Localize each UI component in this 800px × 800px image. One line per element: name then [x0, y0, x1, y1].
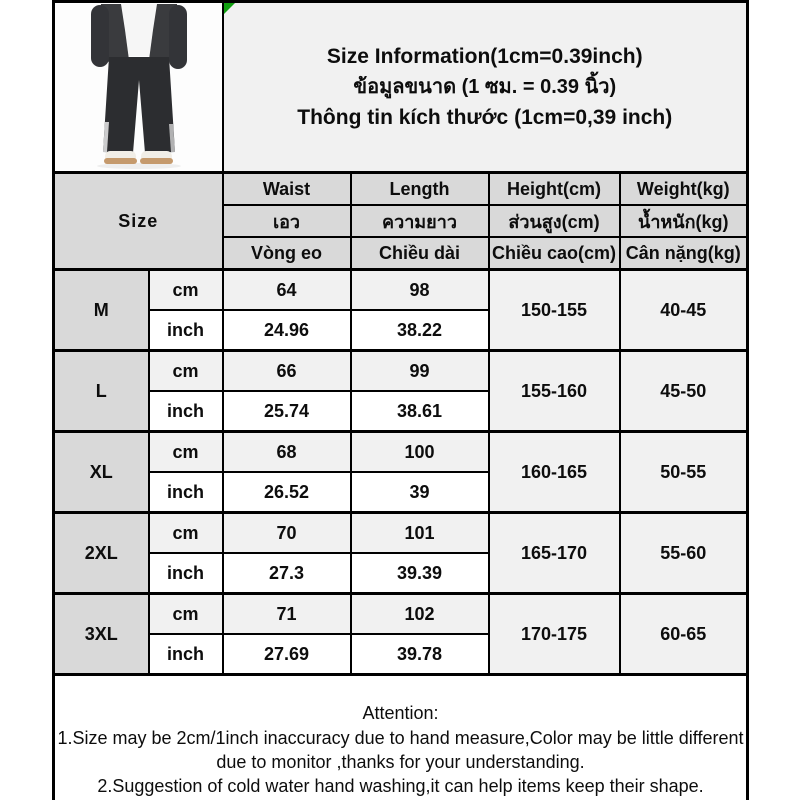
height-range-value: 150-155 — [489, 270, 620, 351]
green-corner-marker-icon — [224, 3, 235, 14]
attention-note-1: 1.Size may be 2cm/1inch inaccuracy due to hand measure,Color may be little different due to monitor ,thanks for your understanding. — [57, 727, 744, 772]
product-photo-cell — [54, 2, 223, 173]
unit-cm-label: cm — [149, 432, 223, 473]
waist-inch-value: 27.69 — [223, 634, 351, 675]
attention-heading: Attention: — [362, 703, 439, 724]
weight-range-value: 60-65 — [620, 594, 748, 675]
size-row-xl-cm — [54, 432, 748, 473]
waist-inch-value: 26.52 — [223, 472, 351, 513]
col-header-weight-th: น้ำหนัก(kg) — [620, 205, 748, 237]
size-table — [52, 0, 749, 800]
unit-cm-label: cm — [149, 594, 223, 635]
size-label-3xl: 3XL — [54, 594, 149, 675]
unit-cm-label: cm — [149, 270, 223, 311]
length-cm-value: 101 — [351, 513, 489, 554]
unit-cm-label: cm — [149, 513, 223, 554]
length-inch-value: 39 — [351, 472, 489, 513]
title-vietnamese: Thông tin kích thước (1cm=0,39 inch) — [297, 106, 673, 129]
waist-cm-value: 71 — [223, 594, 351, 635]
height-range-value: 170-175 — [489, 594, 620, 675]
length-cm-value: 100 — [351, 432, 489, 473]
col-header-height-en: Height(cm) — [489, 173, 620, 206]
length-cm-value: 102 — [351, 594, 489, 635]
height-range-value: 160-165 — [489, 432, 620, 513]
attention-note-2: 2.Suggestion of cold water hand washing,it can help items keep their shape. — [97, 776, 704, 797]
col-header-height-th: ส่วนสูง(cm) — [489, 205, 620, 237]
size-label-2xl: 2XL — [54, 513, 149, 594]
size-label-xl: XL — [54, 432, 149, 513]
unit-inch-label: inch — [149, 634, 223, 675]
unit-inch-label: inch — [149, 472, 223, 513]
col-header-weight-vi: Cân nặng(kg) — [620, 237, 748, 270]
title-english: Size Information(1cm=0.39inch) — [326, 44, 643, 68]
length-inch-value: 39.39 — [351, 553, 489, 594]
col-header-waist-en: Waist — [223, 173, 351, 206]
waist-inch-value: 25.74 — [223, 391, 351, 432]
waist-cm-value: 68 — [223, 432, 351, 473]
size-label-l: L — [54, 351, 149, 432]
attention-row — [54, 675, 748, 800]
size-label-m: M — [54, 270, 149, 351]
size-row-m-cm — [54, 270, 748, 311]
col-header-length-th: ความยาว — [351, 205, 489, 237]
col-header-weight-en: Weight(kg) — [620, 173, 748, 206]
weight-range-value: 45-50 — [620, 351, 748, 432]
col-header-waist-vi: Vòng eo — [223, 237, 351, 270]
title-thai: ข้อมูลขนาด (1 ซม. = 0.39 นิ้ว) — [353, 76, 617, 98]
size-row-2xl-cm — [54, 513, 748, 554]
unit-inch-label: inch — [149, 553, 223, 594]
weight-range-value: 40-45 — [620, 270, 748, 351]
col-header-height-vi: Chiều cao(cm) — [489, 237, 620, 270]
length-cm-value: 99 — [351, 351, 489, 392]
length-inch-value: 38.22 — [351, 310, 489, 351]
waist-inch-value: 24.96 — [223, 310, 351, 351]
header-row-english — [54, 173, 748, 206]
top-row — [54, 2, 748, 173]
product-photo — [55, 4, 221, 170]
unit-inch-label: inch — [149, 391, 223, 432]
size-rows-body — [54, 270, 748, 675]
unit-inch-label: inch — [149, 310, 223, 351]
col-header-length-en: Length — [351, 173, 489, 206]
height-range-value: 155-160 — [489, 351, 620, 432]
weight-range-value: 55-60 — [620, 513, 748, 594]
length-cm-value: 98 — [351, 270, 489, 311]
waist-cm-value: 66 — [223, 351, 351, 392]
waist-inch-value: 27.3 — [223, 553, 351, 594]
length-inch-value: 38.61 — [351, 391, 489, 432]
length-inch-value: 39.78 — [351, 634, 489, 675]
waist-cm-value: 70 — [223, 513, 351, 554]
size-header: Size — [54, 173, 223, 270]
size-row-l-cm — [54, 351, 748, 392]
attention-cell — [54, 675, 748, 800]
title-cell — [223, 2, 748, 173]
size-row-3xl-cm — [54, 594, 748, 635]
weight-range-value: 50-55 — [620, 432, 748, 513]
waist-cm-value: 64 — [223, 270, 351, 311]
col-header-length-vi: Chiều dài — [351, 237, 489, 270]
height-range-value: 165-170 — [489, 513, 620, 594]
col-header-waist-th: เอว — [223, 205, 351, 237]
unit-cm-label: cm — [149, 351, 223, 392]
